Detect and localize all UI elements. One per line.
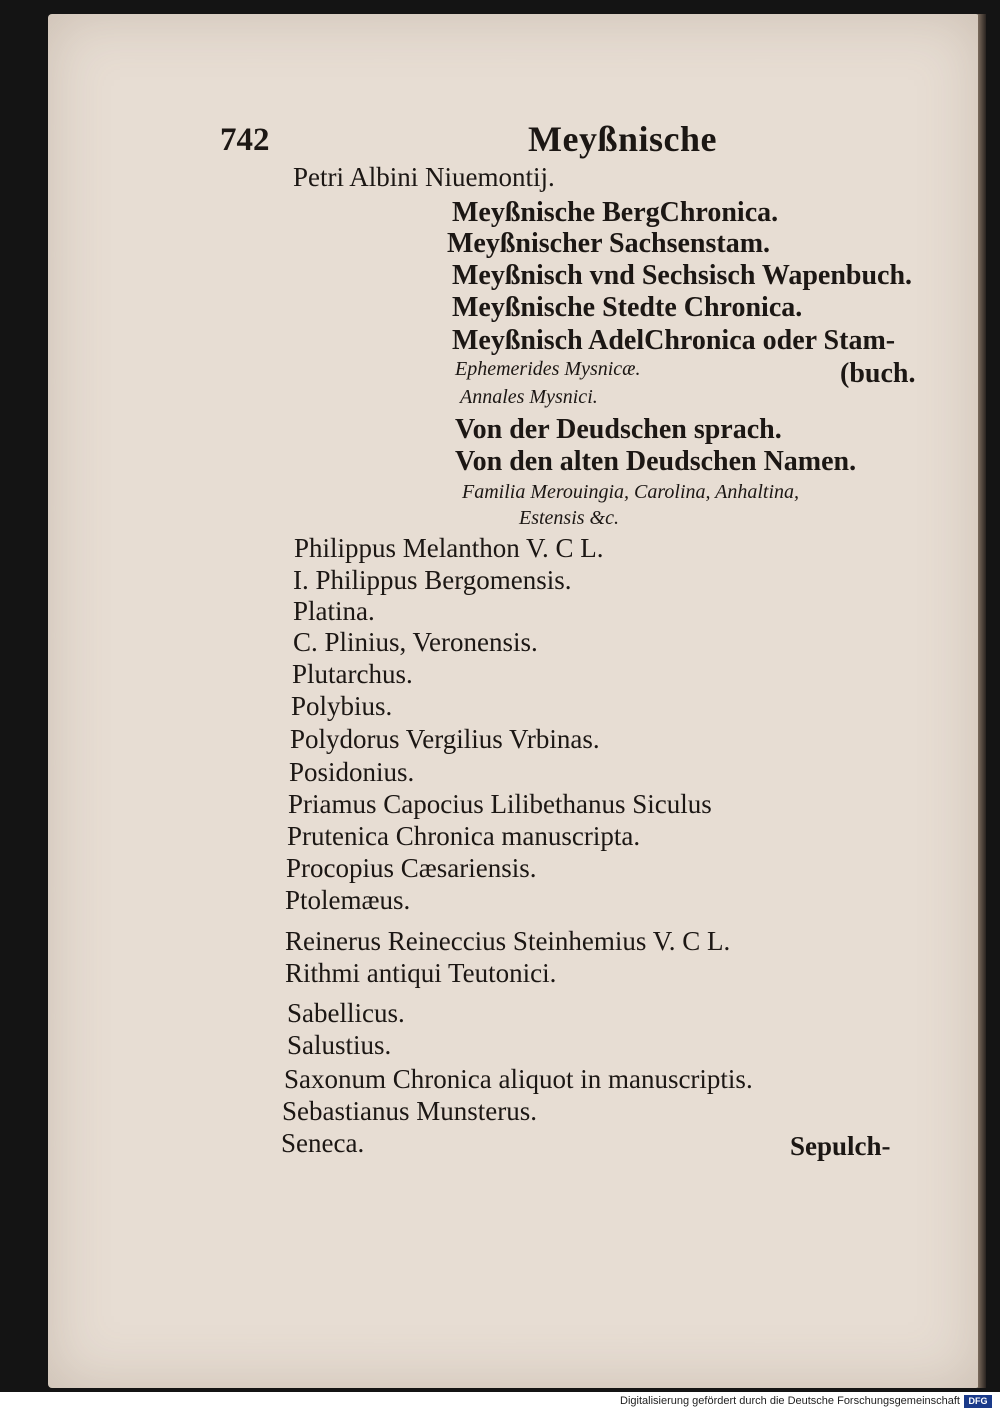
entry-31: Seneca.	[281, 1128, 365, 1158]
entry-10: Von den alten Deudschen Namen.	[455, 446, 857, 477]
entry-0: Petri Albini Niuemontij.	[293, 162, 555, 192]
entry-21: Priamus Capocius Lilibethanus Siculus	[288, 789, 712, 819]
entry-18: Polybius.	[291, 691, 393, 721]
entry-16: C. Plinius, Veronensis.	[293, 627, 538, 657]
entry-7: (buch.	[840, 358, 916, 389]
funding-credit: Digitalisierung gefördert durch die Deutsche Forschungsgemeinschaft	[620, 1395, 960, 1407]
entry-26: Rithmi antiqui Teutonici.	[285, 958, 557, 988]
page-edge	[978, 14, 986, 1388]
entry-9: Von der Deudschen sprach.	[455, 414, 782, 445]
page-number: 742	[220, 122, 270, 158]
catchword: Sepulch-	[790, 1131, 891, 1161]
entry-12: Estensis &c.	[519, 507, 619, 529]
entry-17: Plutarchus.	[292, 659, 413, 689]
entry-11: Familia Merouingia, Carolina, Anhaltina,	[462, 481, 800, 503]
entry-24: Ptolemæus.	[285, 885, 411, 915]
entry-19: Polydorus Vergilius Vrbinas.	[290, 724, 600, 754]
entry-28: Salustius.	[287, 1030, 392, 1060]
entry-27: Sabellicus.	[287, 998, 405, 1028]
entry-3: Meyßnisch vnd Sechsisch Wapenbuch.	[452, 260, 913, 291]
entry-1: Meyßnische BergChronica.	[452, 197, 779, 228]
dfg-logo: DFG	[964, 1395, 992, 1408]
entry-4: Meyßnische Stedte Chronica.	[452, 292, 803, 323]
entry-6: Ephemerides Mysnicæ.	[455, 358, 641, 380]
entry-30: Sebastianus Munsterus.	[282, 1096, 537, 1126]
entry-14: I. Philippus Bergomensis.	[293, 565, 572, 595]
entry-22: Prutenica Chronica manuscripta.	[287, 821, 641, 851]
entry-13: Philippus Melanthon V. C L.	[294, 533, 604, 563]
entry-15: Platina.	[293, 596, 375, 626]
entry-20: Posidonius.	[289, 757, 415, 787]
entry-25: Reinerus Reineccius Steinhemius V. C L.	[285, 926, 731, 956]
entry-8: Annales Mysnici.	[460, 386, 598, 408]
running-head: Meyßnische	[528, 119, 717, 159]
entry-29: Saxonum Chronica aliquot in manuscriptis.	[284, 1064, 753, 1094]
entry-2: Meyßnischer Sachsenstam.	[447, 228, 771, 259]
entry-5: Meyßnisch AdelChronica oder Stam-	[452, 325, 896, 356]
entry-23: Procopius Cæsariensis.	[286, 853, 537, 883]
